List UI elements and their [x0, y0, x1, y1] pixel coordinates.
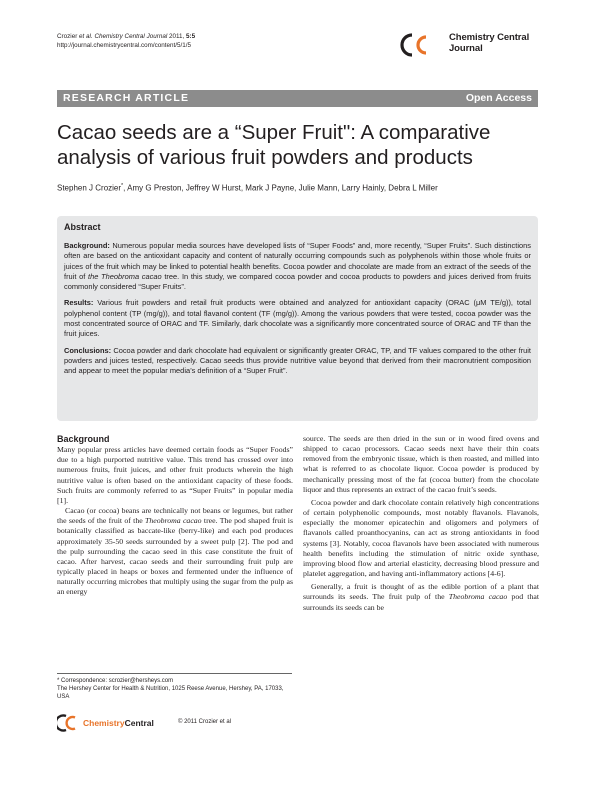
footnote [57, 677, 293, 702]
corresponding-author[interactable]: Stephen J Crozier [57, 183, 122, 193]
open-access-label: Open Access [465, 92, 532, 104]
publisher-name-part-2: Central [124, 718, 154, 728]
citation-line [57, 32, 195, 41]
running-header-citation [57, 32, 195, 50]
chemistry-central-logo-icon [57, 713, 81, 733]
body-column-left [57, 434, 293, 598]
abstract-background-text-end: tree. In this study, we compared cocoa powder and cocoa products to powders and juices derived from fruits commonly considered “Super Fruits”. [64, 271, 532, 292]
article-url[interactable]: http://journal.chemistrycentral.com/content/5/1/5 [57, 42, 192, 49]
abstract-background-label: Background: [64, 241, 110, 250]
body-column-right [303, 434, 539, 613]
citation-author: Crozier [57, 33, 80, 40]
chemistry-central-logo-icon [399, 31, 437, 59]
abstract-background-species: the Theobroma cacao [88, 271, 162, 281]
abstract-background-text: Numerous popular media sources have developed lists of “Super Foods” and, more recently, “Super Fruits”. Such distinctions often are based on the antioxidant capacity and content of naturally occurring compounds such as polyphenols within those whole fruits or juices of the fruit which may be linked to potential health benefits. Cocoa powder and chocolate are made from an extract of the seeds of the fruit of [64, 241, 531, 281]
logo-line-1: Chemistry Central [449, 32, 530, 43]
publisher-logo [57, 713, 177, 733]
body-paragraph-2 [57, 506, 293, 597]
body-paragraph-3: source. The seeds are then dried in the sun or in wood fired ovens and shipped to cacao processors. Cacao seeds next have their thin coats removed from the embryonic tissue, which is then roasted, and milled into what is referred to as chocolate liquor. Cocoa powder is produced by mechanically pressing most of the fat (cocoa butter) from the chocolate liquor and thus represents an extract of the cacao fruit’s seeds. [303, 434, 539, 494]
body-paragraph-5-text-end: pod that surrounds its seeds can be [303, 592, 539, 612]
logo-title [449, 32, 529, 54]
article-title: Cacao seeds are a “Super Fruit": A comparative analysis of various fruit powders and products [57, 121, 491, 169]
logo-line-2: Journal [449, 43, 483, 54]
citation-year: 2011, [167, 33, 187, 40]
correspondence-email[interactable]: * Correspondence: scrozier@hersheys.com [57, 678, 174, 684]
author-list [57, 181, 538, 194]
body-paragraph-5 [303, 582, 539, 612]
abstract-heading: Abstract [64, 222, 101, 232]
article-type-banner [57, 90, 538, 107]
body-paragraph-2-text: Cacao (or cocoa) beans are technically not beans or legumes, but rather the seeds of the fruit of the [57, 506, 293, 526]
correspondence-mark: * [121, 183, 124, 189]
journal-logo [399, 29, 539, 61]
publisher-name-part-1: Chemistry [83, 718, 125, 728]
copyright-notice: © 2011 Crozier et al [178, 719, 232, 725]
abstract-results-label: Results: [64, 298, 94, 308]
affiliation: The Hershey Center for Health & Nutrition, 1025 Reese Avenue, Hershey, PA, 17033, USA [57, 686, 284, 701]
footnote-divider [57, 673, 292, 674]
abstract-background [64, 241, 531, 292]
body-paragraph-4: Cocoa powder and dark chocolate contain relatively high concentrations of certain polyphenolic compounds, most notably flavanols. Flavanols, especially the monomer epicatechin and oligomers and polymers of flavanols called proanthocyanins, can act as strong antioxidants in food systems [3]. Notably, cocoa flavanols have been associated with numerous health benefits including the stimulation of nitric oxide synthase, improving blood flow and arterial elasticity, decreasing blood pressure and platelet aggregation, and having anti-inflammatory actions [4-6]. [303, 497, 539, 579]
body-paragraph-2-text-end: tree. The pod shaped fruit is botanically classified as baccate-like (berry-like) and each pod produces approximately 35-50 seeds surrounded by a sweet pulp [2]. The pod and the pulp surrounding the cacao seed in this case constitute the fruit of cacao. After harvest, cacao seeds and their surrounding fruit pulp are typically placed in heaps or boxes and fermented under the influence of naturally occurring microbes that multiply using the sugar from the pulp as an energy [57, 516, 293, 597]
article-type-label: RESEARCH ARTICLE [63, 92, 190, 104]
species-name: Theobroma cacao [145, 516, 202, 526]
publisher-name [83, 718, 154, 728]
abstract-conclusions-label: Conclusions: [64, 345, 112, 355]
abstract-conclusions [64, 346, 531, 377]
species-name: Theobroma cacao [448, 592, 508, 602]
abstract-conclusions-text: Cocoa powder and dark chocolate had equivalent or significantly greater ORAC, TP, and TF values compared to the other fruit powders and juices tested, respectively. Cacao seeds thus provide nutritive value beyond that derived from their macronutrient composition and appear to meet the popular media’s definition of a “Super Fruit”. [64, 345, 531, 376]
abstract-results-text: Various fruit powders and retail fruit products were obtained and analyzed for antioxidant capacity (ORAC (μM TE/g)), total polyphenol content (TP (mg/g)), and total flavanol content (TF (mg/g)). Among the various powders that were tested, cocoa powder was the most concentrated source of ORAC and TF. Similarly, dark chocolate was a significantly more concentrated source of ORAC and TF than the fruit juices. [64, 298, 531, 339]
body-paragraph-1: Many popular press articles have deemed certain foods as “Super Foods” due to a high purported nutritive value. This trend has crossed over into numerous fruits, fruit juices, and other fruit products wherein the high nutritive value is often based on the antioxidant capacity of these foods. Such fruits are commonly referred to as “Super Fruits” in popular media [1]. [57, 445, 293, 505]
co-authors: , Amy G Preston, Jeffrey W Hurst, Mark J Payne, Julie Mann, Larry Hainly, Debra L Miller [123, 183, 438, 193]
abstract-box [57, 216, 538, 421]
body-paragraph-5-text: Generally, a fruit is thought of as the edible portion of a plant that surrounds its seeds. The fruit pulp of the [303, 582, 539, 602]
citation-volume: 5:5 [186, 33, 196, 40]
abstract-results [64, 298, 531, 339]
citation-journal: et al. Chemistry Central Journal [79, 33, 168, 40]
section-heading-background: Background [57, 434, 110, 444]
